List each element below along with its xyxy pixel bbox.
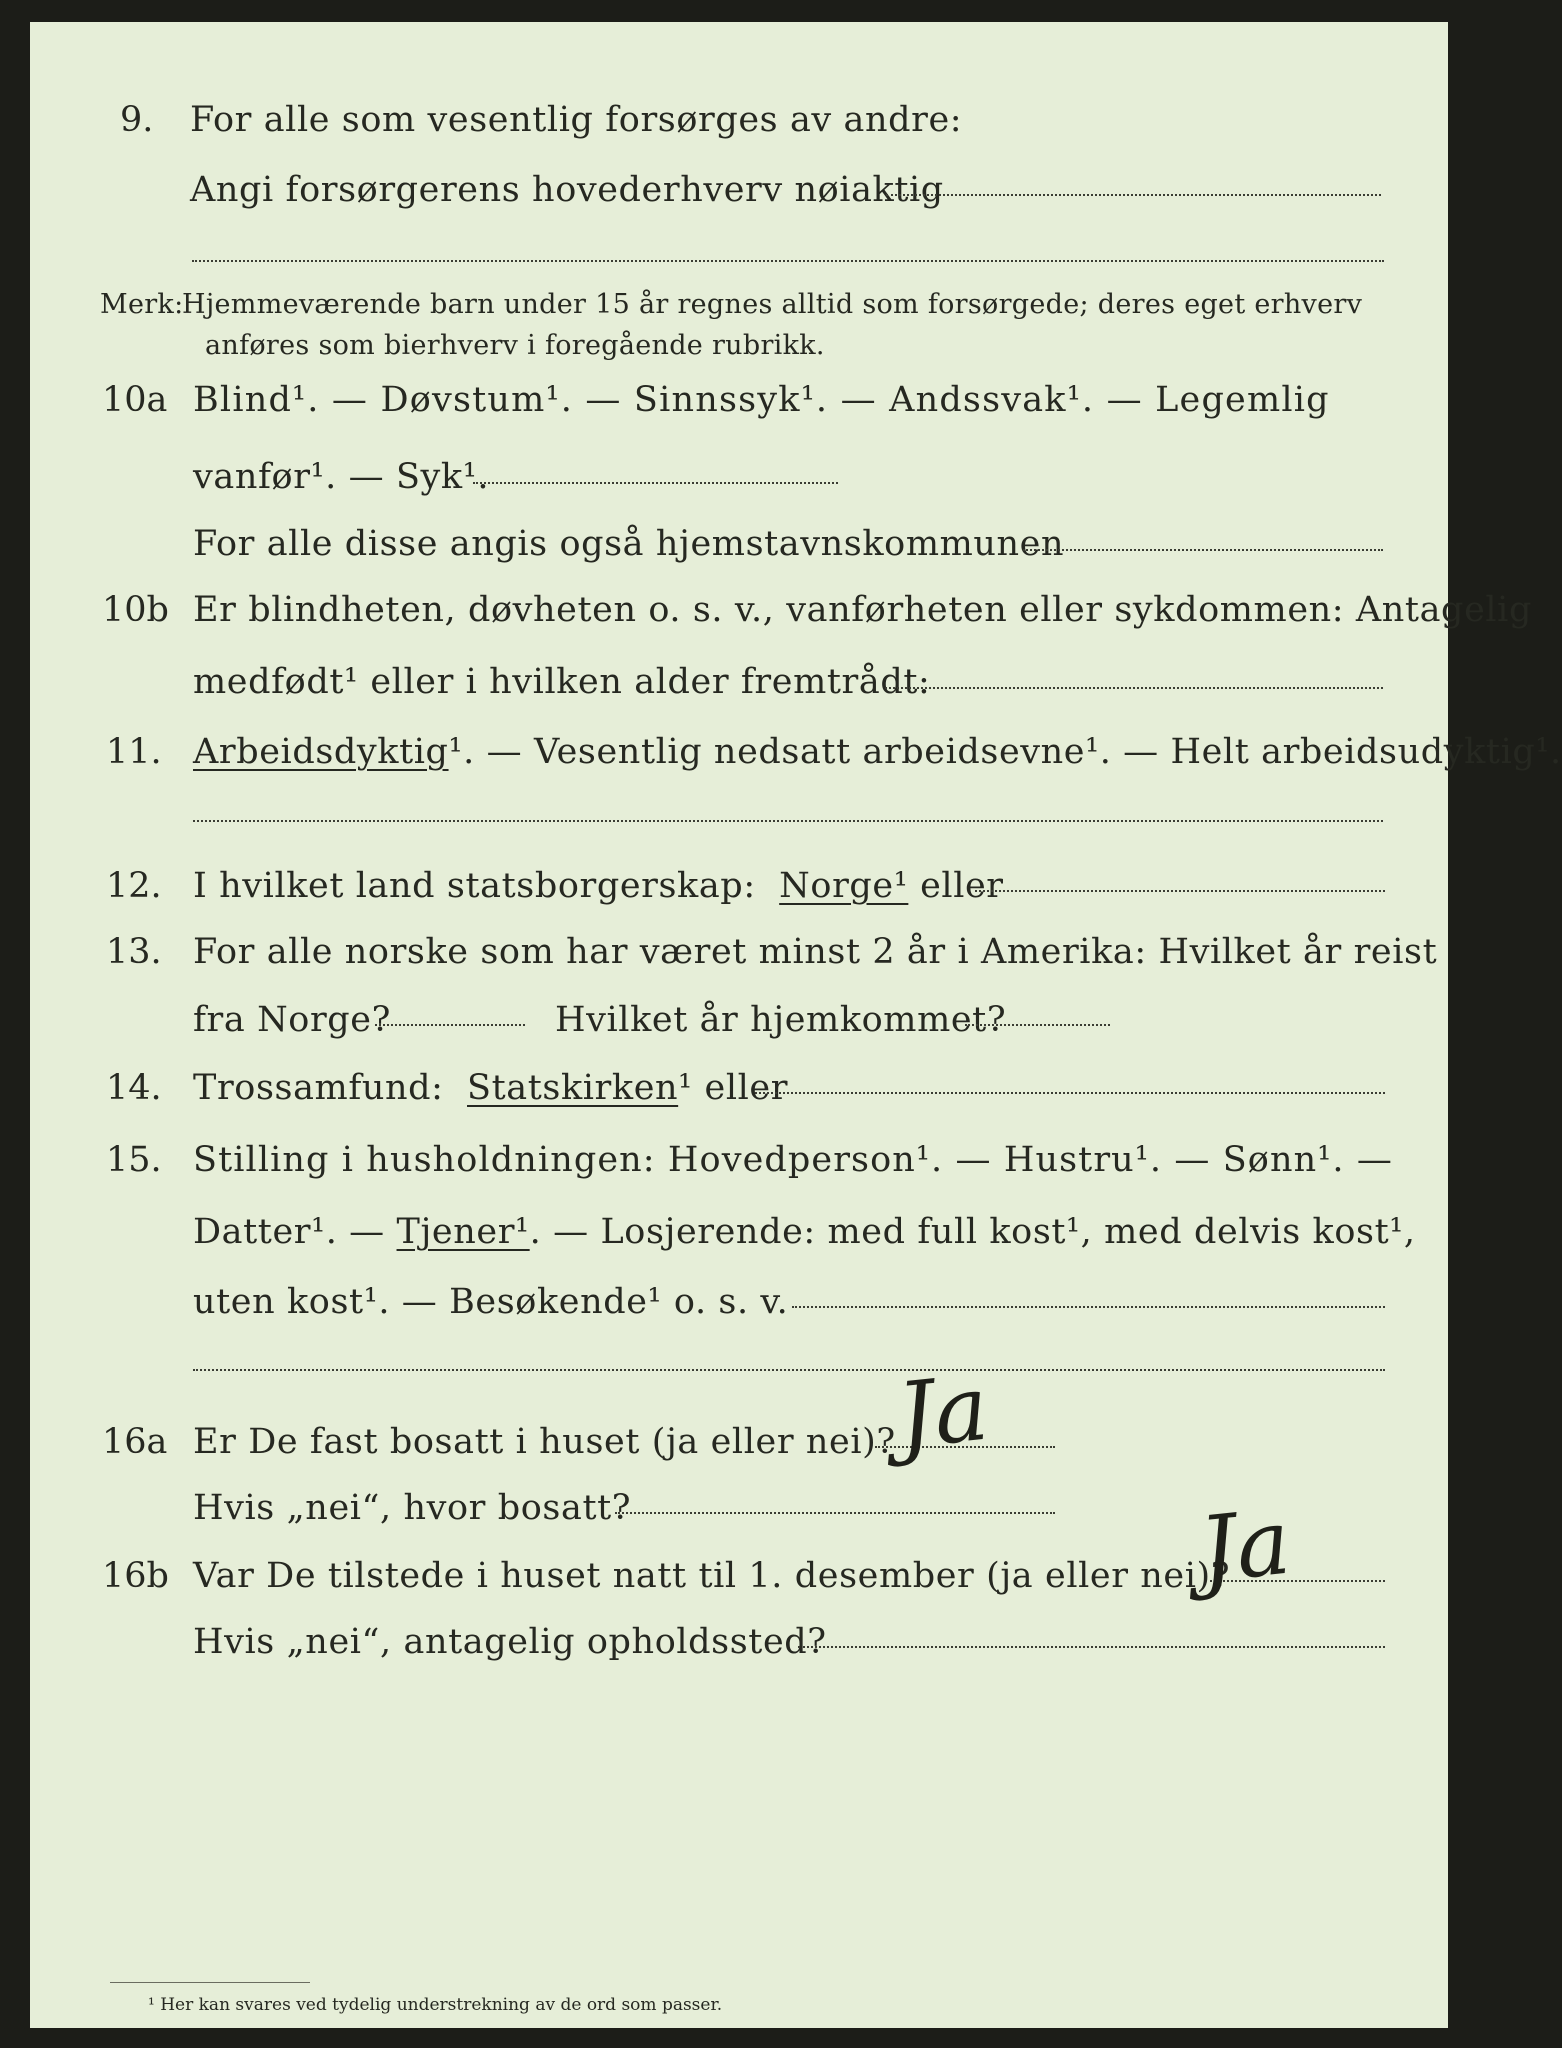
q15-line2 bbox=[193, 1212, 1416, 1252]
q11-answer-line[interactable] bbox=[193, 820, 1383, 822]
q16a-line1: Er De fast bosatt i huset (ja eller nei)? bbox=[193, 1422, 896, 1462]
merk-line2: anføres som bierhverv i foregående rubrikk. bbox=[205, 330, 825, 361]
q10a-number: 10a bbox=[102, 380, 168, 420]
merk-label: Merk: bbox=[100, 289, 184, 320]
q12-number: 12. bbox=[106, 866, 162, 906]
census-form-page bbox=[30, 22, 1562, 2028]
q14-number: 14. bbox=[106, 1068, 162, 1108]
q14-underlined-church: Statskirken bbox=[467, 1068, 679, 1108]
q12-underlined-country: Norge¹ bbox=[779, 866, 909, 906]
q13-number: 13. bbox=[106, 932, 162, 972]
q13-line2a: fra Norge? bbox=[193, 1000, 391, 1040]
q9-line2: Angi forsørgerens hovederhverv nøiaktig bbox=[190, 170, 944, 210]
q11-underlined-answer: Arbeidsdyktig bbox=[193, 732, 449, 772]
q16a-handwritten-answer: Ja bbox=[892, 1355, 993, 1470]
q10a-hometown-line[interactable] bbox=[1023, 549, 1383, 551]
q14-answer-line[interactable] bbox=[755, 1092, 1385, 1094]
merk-line1: Hjemmeværende barn under 15 år regnes alltid som forsørgede; deres eget erhverv bbox=[182, 289, 1363, 320]
q15-number: 15. bbox=[106, 1140, 162, 1180]
q16b-handwritten-answer: Ja bbox=[1194, 1489, 1295, 1604]
q16b-location-line[interactable] bbox=[798, 1646, 1385, 1648]
q15-line3: uten kost¹. — Besøkende¹ o. s. v. bbox=[193, 1282, 789, 1322]
q16b-number: 16b bbox=[102, 1556, 169, 1596]
q9-line1: For alle som vesentlig forsørges av andre: bbox=[190, 100, 963, 140]
q15-underlined-servant: Tjener¹ bbox=[396, 1212, 530, 1252]
footnote: ¹ Her kan svares ved tydelig understrekning av de ord som passer. bbox=[148, 1995, 723, 2015]
q13-return-line[interactable] bbox=[965, 1024, 1110, 1026]
q15-line2b: . — Losjerende: med full kost¹, med delvis kost¹, bbox=[529, 1212, 1416, 1252]
q10a-line1: Blind¹. — Døvstum¹. — Sinnssyk¹. — Andssvak¹. — Legemlig bbox=[193, 380, 1330, 420]
q11-number: 11. bbox=[106, 732, 162, 772]
q15-answer-line[interactable] bbox=[792, 1306, 1385, 1308]
q13-line1: For alle norske som har været minst 2 år i Amerika: Hvilket år reist bbox=[193, 932, 1438, 972]
q14-part2: ¹ eller bbox=[678, 1068, 789, 1108]
q10a-line2: vanfør¹. — Syk¹. bbox=[193, 457, 490, 497]
q15-line2a: Datter¹. — bbox=[193, 1212, 385, 1252]
q11-rest: ¹. — Vesentlig nedsatt arbeidsevne¹. — Helt arbeidsudyktig¹. bbox=[448, 732, 1562, 772]
q13-line2b: Hvilket år hjemkommet? bbox=[555, 1000, 1007, 1040]
q12-text bbox=[193, 866, 1004, 906]
q10b-line1: Er blindheten, døvheten o. s. v., vanførheten eller sykdommen: Antagelig bbox=[193, 590, 1532, 630]
footnote-rule bbox=[110, 1982, 310, 1983]
q10b-answer-line[interactable] bbox=[885, 687, 1383, 689]
q15-answer-line-2[interactable] bbox=[193, 1369, 1385, 1371]
q14-text bbox=[193, 1068, 788, 1108]
q10b-number: 10b bbox=[102, 590, 169, 630]
q10b-line2: medfødt¹ eller i hvilken alder fremtrådt: bbox=[193, 662, 931, 702]
q12-answer-line[interactable] bbox=[975, 890, 1385, 892]
q10a-answer-line[interactable] bbox=[473, 482, 838, 484]
q16a-location-line[interactable] bbox=[615, 1512, 1055, 1514]
q10a-line3: For alle disse angis også hjemstavnskommunen bbox=[193, 524, 1065, 564]
q14-part1: Trossamfund: bbox=[193, 1068, 444, 1108]
q12-part2: eller bbox=[920, 866, 1004, 906]
q16b-line1: Var De tilstede i huset natt til 1. desember (ja eller nei)? bbox=[193, 1556, 1231, 1596]
q16b-line2: Hvis „nei“, antagelig opholdssted? bbox=[193, 1622, 827, 1662]
q12-part1: I hvilket land statsborgerskap: bbox=[193, 866, 756, 906]
q15-line1: Stilling i husholdningen: Hovedperson¹. — Hustru¹. — Sønn¹. — bbox=[193, 1140, 1393, 1180]
q9-answer-line[interactable] bbox=[886, 194, 1381, 196]
q16a-line2: Hvis „nei“, hvor bosatt? bbox=[193, 1488, 632, 1528]
q9-number: 9. bbox=[120, 100, 154, 140]
q9-answer-line-2[interactable] bbox=[192, 260, 1384, 262]
q16a-number: 16a bbox=[102, 1422, 168, 1462]
q13-departure-line[interactable] bbox=[375, 1024, 525, 1026]
q11-text bbox=[193, 732, 1562, 772]
